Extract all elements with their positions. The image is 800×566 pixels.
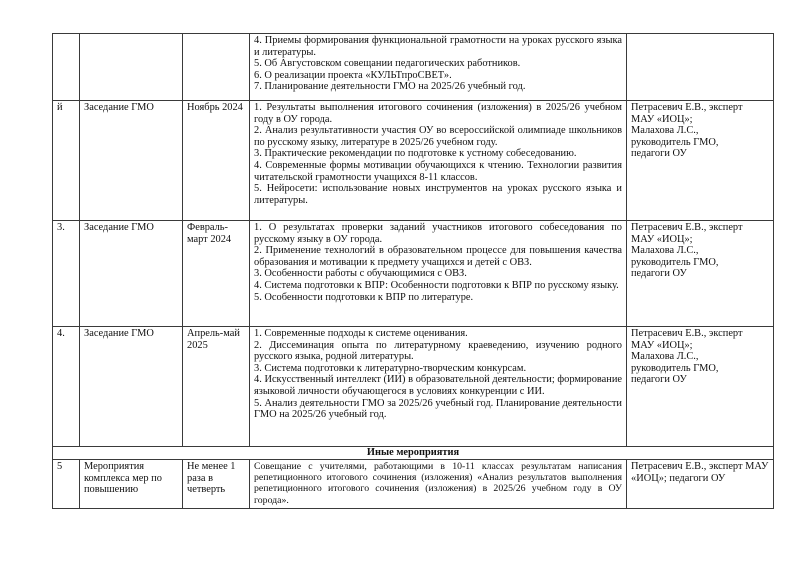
responsible-line: педагоги ОУ	[631, 374, 687, 386]
responsible-line: педагоги ОУ	[631, 268, 687, 280]
cell-responsible	[627, 101, 774, 221]
content-item: 1. О результатах проверки заданий участников итогового собеседования по русскому языку в ОУ города.	[254, 222, 622, 245]
cell-responsible	[627, 460, 774, 509]
table-row	[53, 327, 774, 447]
content-item: 4. Приемы формирования функциональной грамотности на уроках русского языка и литературы.	[254, 35, 622, 58]
event-plan-table	[52, 33, 774, 509]
table-row	[53, 34, 774, 101]
section-header-row	[53, 447, 774, 460]
cell-content	[250, 327, 627, 447]
content-item: 3. Система подготовки к литературно-творческим конкурсам.	[254, 362, 527, 374]
responsible-line: руководитель ГМО,	[631, 362, 719, 374]
cell-responsible	[627, 34, 774, 101]
responsible-line: педагоги ОУ	[631, 148, 687, 160]
cell-event	[80, 34, 183, 101]
responsible-line: Малахова Л.С.,	[631, 125, 699, 137]
content-item: 5. Об Августовском совещании педагогических работников.	[254, 58, 521, 70]
cell-content	[250, 460, 627, 509]
content-item: 4. Искусственный интеллект (ИИ) в образовательной деятельности; формирование языковой личности обучающегося в условиях конкуренции с ИИ.	[254, 374, 622, 397]
responsible-line: Петрасевич Е.В., эксперт МАУ «ИОЦ»; педагоги ОУ	[631, 461, 769, 484]
responsible-line: Малахова Л.С.,	[631, 351, 699, 363]
cell-number: 5	[53, 460, 80, 509]
responsible-line: Петрасевич Е.В., эксперт	[631, 102, 743, 113]
content-item: 6. О реализации проекта «КУЛЬТпроСВЕТ».	[254, 69, 452, 81]
cell-content	[250, 221, 627, 327]
cell-date: Не менее 1 раза в четверть	[183, 460, 250, 509]
content-item: 2. Применение технологий в образовательном процессе для повышения качества образования и мотивации к предмету учащихся и детей с ОВЗ.	[254, 245, 622, 268]
content-item: 4. Система подготовки к ВПР: Особенности подготовки к ВПР по русскому языку.	[254, 279, 619, 291]
responsible-line: Петрасевич Е.В., эксперт	[631, 328, 743, 339]
content-item: 2. Анализ результативности участия ОУ во всероссийской олимпиаде школьников по русскому языку, литературе в 2025/26 учебном году.	[254, 125, 622, 148]
cell-number: 3.	[53, 221, 80, 327]
responsible-line: руководитель ГМО,	[631, 136, 719, 148]
content-item: Совещание с учителями, работающими в 10-11 классах результатам написания репетиционного итогового сочинения (изложения) «Анализ результатов выполнения репетиционного итогового сочинения (изложения) в 2025/26 учебном году в ОУ города».	[254, 461, 622, 506]
content-item: 2. Диссеминация опыта по литературному краеведению, изучению родного русского языка, родной литературы.	[254, 339, 622, 363]
content-item: 5. Нейросети: использование новых инструментов на уроках русского языка и литературы.	[254, 183, 622, 206]
content-item: 3. Практические рекомендации по подготовке к устному собеседованию.	[254, 148, 577, 160]
cell-event: Заседание ГМО	[80, 101, 183, 221]
content-item: 5. Анализ деятельности ГМО за 2025/26 учебный год. Планирование деятельности ГМО на 2025/26 учебный год.	[254, 397, 622, 421]
cell-date: Ноябрь 2024	[183, 101, 250, 221]
responsible-line: Малахова Л.С.,	[631, 245, 699, 257]
table-row	[53, 221, 774, 327]
responsible-line: Петрасевич Е.В., эксперт	[631, 222, 743, 233]
cell-date: Апрель-май 2025	[183, 327, 250, 447]
content-item: 1. Современные подходы к системе оценивания.	[254, 328, 468, 339]
cell-event: Заседание ГМО	[80, 221, 183, 327]
content-item: 5. Особенности подготовки к ВПР по литературе.	[254, 291, 474, 303]
cell-date: Февраль-март 2024	[183, 221, 250, 327]
cell-content	[250, 101, 627, 221]
cell-responsible	[627, 221, 774, 327]
content-item: 7. Планирование деятельности ГМО на 2025/26 учебный год.	[254, 81, 526, 93]
cell-number: й	[53, 101, 80, 221]
content-item: 3. Особенности работы с обучающимися с ОВЗ.	[254, 268, 467, 280]
responsible-line: МАУ «ИОЦ»;	[631, 113, 693, 125]
content-item: 4. Современные формы мотивации обучающихся к чтению. Технологии развития читательской грамотности учащихся 8-11 классов.	[254, 159, 622, 183]
cell-event: Мероприятия комплекса мер по повышению	[80, 460, 183, 509]
cell-number	[53, 34, 80, 101]
responsible-line: МАУ «ИОЦ»;	[631, 339, 693, 351]
responsible-line: МАУ «ИОЦ»;	[631, 233, 693, 245]
cell-date	[183, 34, 250, 101]
cell-number: 4.	[53, 327, 80, 447]
table-row	[53, 460, 774, 509]
cell-content	[250, 34, 627, 101]
cell-responsible	[627, 327, 774, 447]
section-header: Иные мероприятия	[53, 447, 774, 460]
responsible-line: руководитель ГМО,	[631, 256, 719, 268]
cell-event: Заседание ГМО	[80, 327, 183, 447]
table-row	[53, 101, 774, 221]
content-item: 1. Результаты выполнения итогового сочинения (изложения) в 2025/26 учебном году в ОУ города.	[254, 102, 622, 125]
